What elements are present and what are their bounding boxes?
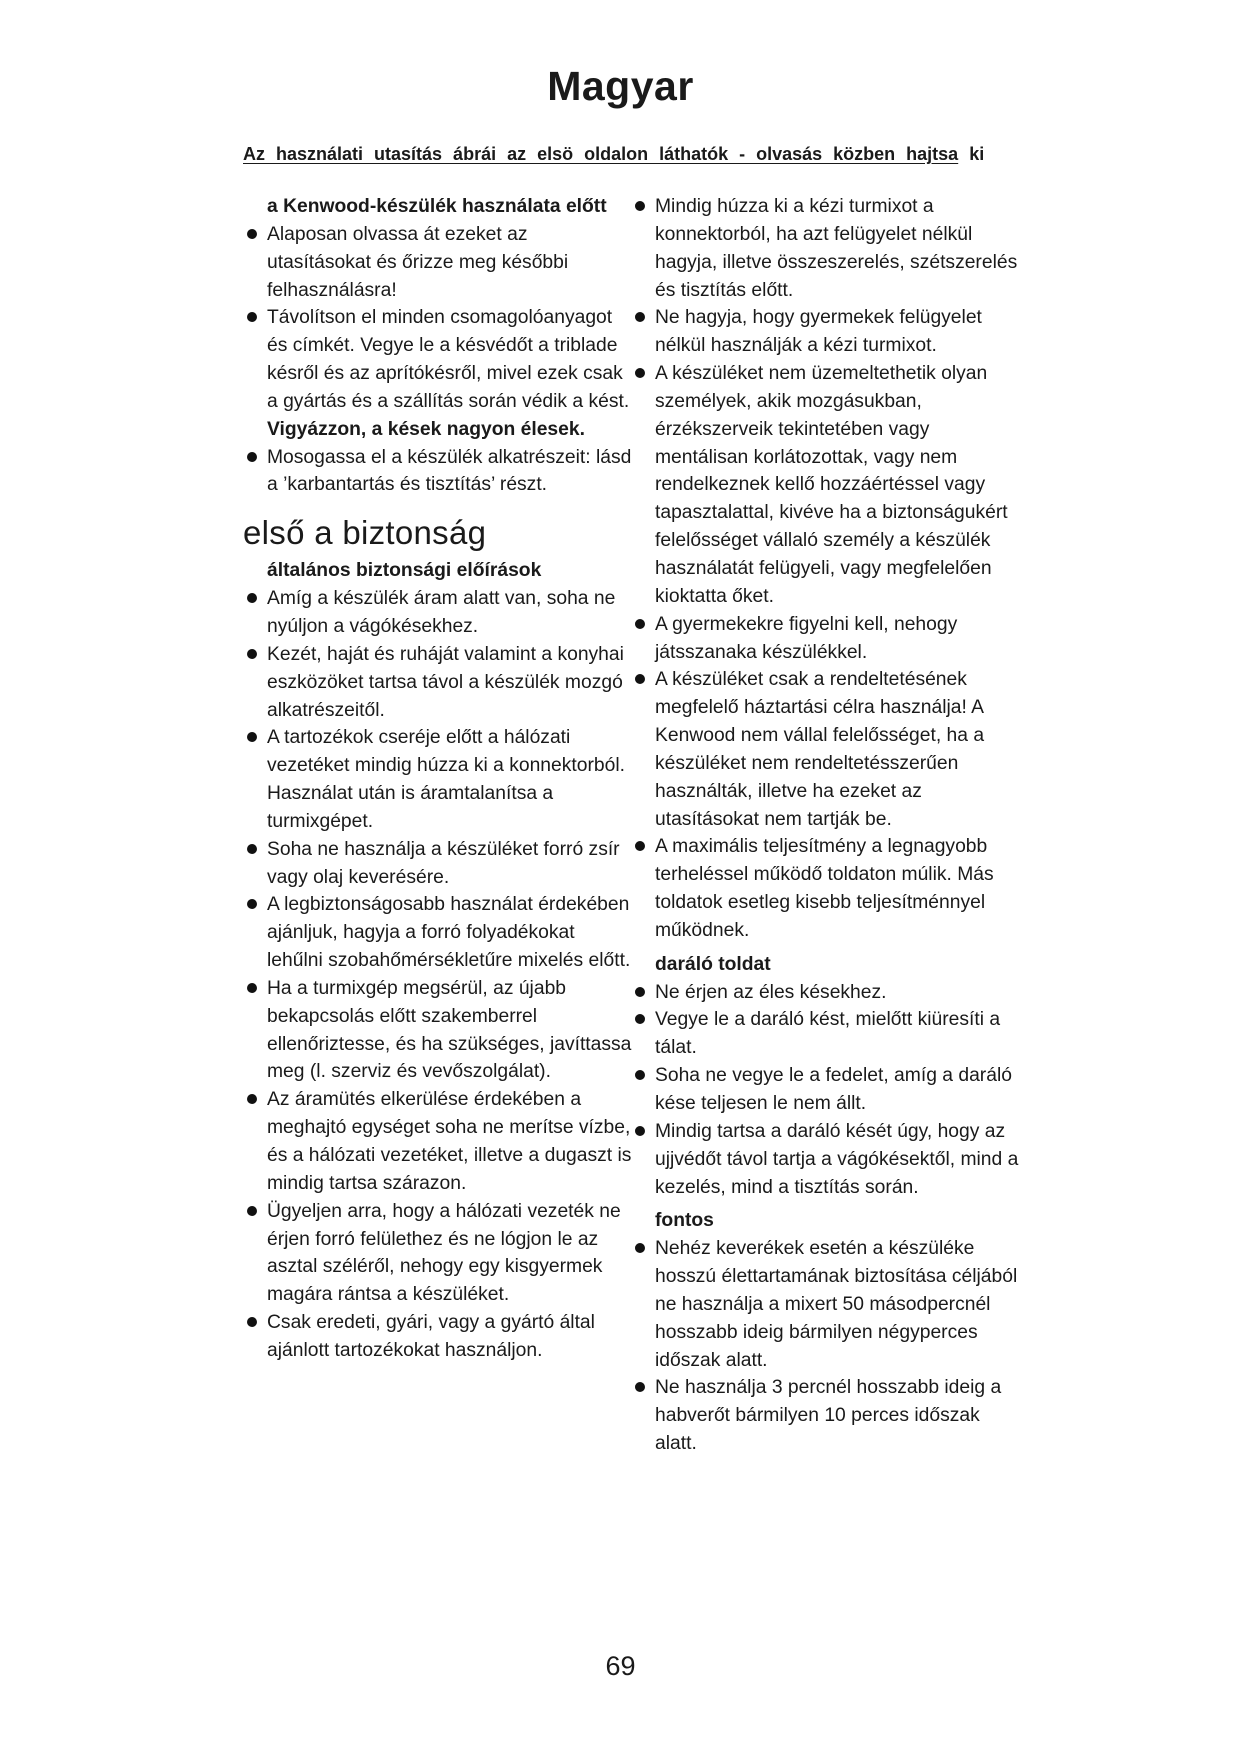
bullet-icon — [247, 1206, 257, 1216]
list-item-text: Mosogassa el a készülék alkatrészeit: lásd a ’karbantartás és tisztítás’ részt. — [267, 446, 632, 496]
bullet-icon — [247, 899, 257, 909]
before-use-heading: a Kenwood-készülék használata előtt — [267, 196, 607, 217]
list-item — [655, 193, 1023, 304]
subtitle-rest: ki — [958, 144, 985, 164]
list-item-text: A gyermekekre figyelni kell, nehogy játsszanaka készülékkel. — [655, 613, 958, 663]
list-item-text: Kezét, haját és ruháját valamint a konyhai eszközöket tartsa távol a készülék mozgó alkatrészeitől. — [267, 643, 624, 721]
bullet-icon — [247, 593, 257, 603]
before-use-list — [267, 221, 633, 499]
bullet-icon — [635, 987, 645, 997]
list-item-text: A készüléket csak a rendeltetésének megfelelő háztartási célra használja! A Kenwood nem vállal felelősséget, ha a készüléket nem rendeltetésszerűen használták, illetve ha ezeket az utasításokat nem tartják be. — [655, 669, 985, 830]
list-item-text: Ha a turmixgép megsérül, az újabb bekapcsolás előtt szakemberrel ellenőriztesse, és ha szükséges, javíttassa meg (l. szerviz és vevőszolgálat). — [267, 977, 632, 1083]
list-item-text: Ne érjen az éles késekhez. — [655, 981, 887, 1003]
list-item — [267, 221, 633, 305]
list-item-text: Mindig tartsa a daráló kését úgy, hogy az ujjvédőt távol tartja a vágókésektől, mind a kezelés, mind a tisztítás során. — [655, 1120, 1019, 1198]
list-item — [655, 1062, 1023, 1118]
bullet-icon — [635, 1070, 645, 1080]
list-item-text: A legbiztonságosabb használat érdekében ajánljuk, hagyja a forró folyadékokat lehűlni szobahőmérsékletűre mixelés előtt. — [267, 894, 631, 972]
list-item-text: Nehéz keverékek esetén a készüléke hosszú élettartamának biztosítása céljából ne használja a mixert 50 másodpercnél hosszabb ideig bármilyen négyperces időszak alatt. — [655, 1238, 1018, 1371]
list-item-text: Soha ne vegye le a fedelet, amíg a daráló kése teljesen le nem állt. — [655, 1065, 1012, 1114]
list-item-text: A maximális teljesítmény a legnagyobb terheléssel működő toldaton múlik. Más toldatok esetleg kisebb teljesítménnyel működnek. — [655, 836, 994, 941]
list-item — [655, 611, 1023, 667]
grinder-heading: daráló toldat — [655, 953, 771, 975]
list-item-text: Távolítson el minden csomagolóanyagot és címkét. Vegye le a késvédőt a triblade késről és az aprítókésről, mivel ezek csak a gyártás és a szállítás során védik a kést. — [267, 307, 630, 412]
bullet-icon — [635, 674, 645, 684]
bullet-icon — [635, 1014, 645, 1024]
list-item-text: Amíg a készülék áram alatt van, soha ne nyúljon a vágókésekhez. — [267, 588, 616, 637]
bullet-icon — [635, 1243, 645, 1253]
list-item-text: Mindig húzza ki a kézi turmixot a konnektorból, ha azt felügyelet nélkül hagyja, illetve összeszerelés, szétszerelés és tisztítás előtt. — [655, 196, 1018, 301]
list-item-text: Soha ne használja a készüléket forró zsír vagy olaj keverésére. — [267, 838, 620, 888]
safety-section-title: első a biztonság — [243, 514, 487, 552]
bullet-icon — [247, 844, 257, 854]
list-item — [267, 836, 633, 892]
list-item — [267, 1309, 633, 1365]
list-item — [655, 1006, 1023, 1062]
bullet-icon — [635, 1382, 645, 1392]
list-item — [267, 444, 633, 500]
right-column — [655, 193, 1023, 1458]
bullet-icon — [247, 983, 257, 993]
list-item — [267, 724, 633, 835]
list-item-text: Ne használja 3 percnél hosszabb ideig a habverőt bármilyen 10 perces időszak alatt. — [655, 1377, 1002, 1455]
list-item — [267, 641, 633, 725]
list-item — [655, 979, 1023, 1007]
bullet-icon — [247, 1317, 257, 1327]
list-item — [267, 975, 633, 1086]
list-item — [655, 833, 1023, 944]
bullet-icon — [247, 732, 257, 742]
bullet-icon — [247, 649, 257, 659]
list-item-text: Vegye le a daráló kést, mielőtt kiüresíti a tálat. — [655, 1009, 1001, 1059]
list-item — [267, 1198, 633, 1309]
general-safety-heading: általános biztonsági előírások — [267, 560, 542, 582]
list-item — [655, 666, 1023, 833]
grinder-list — [655, 979, 1023, 1202]
list-item — [655, 1118, 1023, 1202]
list-item-text: Csak eredeti, gyári, vagy a gyártó által ajánlott tartozékokat használjon. — [267, 1312, 595, 1361]
bullet-icon — [635, 1126, 645, 1136]
bullet-icon — [247, 1094, 257, 1104]
subtitle-underlined: Az használati utasítás ábrái az elsö oldalon láthatók - olvasás közben hajtsa — [243, 144, 959, 164]
bullet-icon — [247, 229, 257, 239]
bullet-icon — [635, 312, 645, 322]
safety-list — [267, 585, 633, 1365]
important-list — [655, 1235, 1023, 1458]
list-item-text: A készüléket nem üzemeltethetik olyan személyek, akik mozgásukban, érzékszerveik tekintetében vagy mentálisan korlátozottak, vagy nem rendelkeznek kellő hozzáértéssel vagy tapasztalattal, kivéve ha a biztonságukért felelősséget vállaló személy a készülék használatát felügyeli, vagy megfelelően kioktatta őket. — [655, 363, 1008, 607]
bullet-icon — [247, 312, 257, 322]
page-title: Magyar — [547, 63, 694, 109]
list-item — [267, 891, 633, 975]
list-item — [267, 1086, 633, 1197]
subtitle — [243, 143, 1033, 165]
blade-warning: Vigyázzon, a kések nagyon élesek. — [267, 418, 585, 440]
list-item — [655, 304, 1023, 360]
important-heading: fontos — [655, 1210, 714, 1232]
page-number: 69 — [605, 1651, 636, 1681]
list-item-text: Alaposan olvassa át ezeket az utasításokat és őrizze meg későbbi felhasználásra! — [267, 223, 569, 301]
bullet-icon — [247, 452, 257, 462]
bullet-icon — [635, 368, 645, 378]
list-item-text: A tartozékok cseréje előtt a hálózati vezetéket mindig húzza ki a konnektorból. Használat után is áramtalanítsa a turmixgépet. — [267, 727, 625, 832]
list-item — [655, 1235, 1023, 1374]
list-item-text: Ügyeljen arra, hogy a hálózati vezeték ne érjen forró felülethez és ne lógjon le az asztal széléről, nehogy egy kisgyermek magára rántsa a készüléket. — [267, 1200, 621, 1306]
safety-list-continued — [655, 193, 1023, 945]
bullet-icon — [635, 841, 645, 851]
list-item-text: Ne hagyja, hogy gyermekek felügyelet nélkül használják a kézi turmixot. — [655, 307, 982, 357]
bullet-icon — [635, 619, 645, 629]
list-item — [655, 360, 1023, 611]
list-item — [655, 1374, 1023, 1458]
list-item — [267, 304, 633, 443]
list-item-text: Az áramütés elkerülése érdekében a meghajtó egységet soha ne merítse vízbe, és a hálózati vezetéket, illetve a dugaszt is mindig tartsa szárazon. — [267, 1089, 632, 1194]
left-column — [243, 193, 633, 1365]
bullet-icon — [635, 201, 645, 211]
list-item — [267, 585, 633, 641]
